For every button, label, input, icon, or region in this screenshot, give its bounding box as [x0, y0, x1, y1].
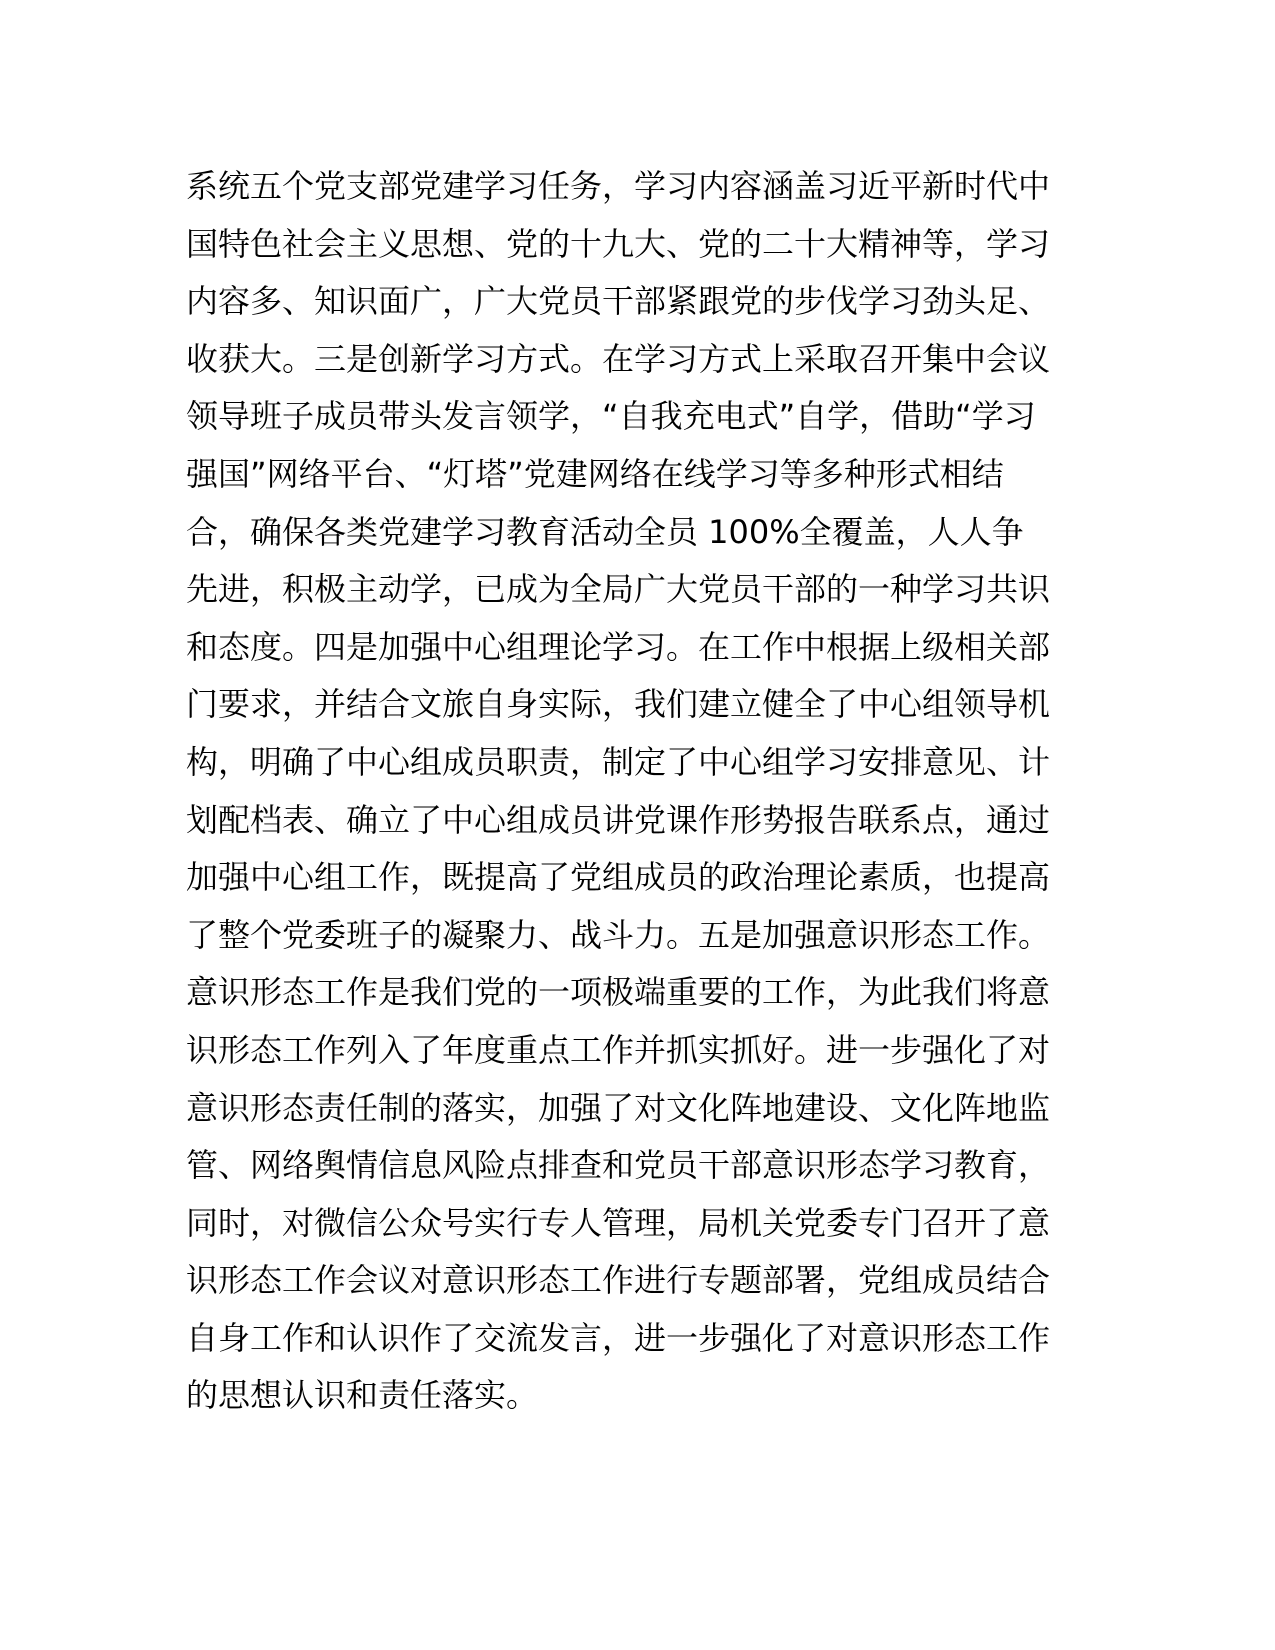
text-line: 意识形态责任制的落实，加强了对文化阵地建设、文化阵地监 [186, 1088, 1051, 1127]
text-line: 意识形态工作是我们党的一项极端重要的工作，为此我们将意 [186, 973, 1051, 1012]
text-line: 系统五个党支部党建学习任务，学习内容涵盖习近平新时代中 [186, 167, 1051, 205]
text-line: 构，明确了中心组成员职责，制定了中心组学习安排意见、计 [186, 742, 1051, 781]
text-line: 自身工作和认识作了交流发言，进一步强化了对意识形态工作 [186, 1318, 1051, 1357]
text-line: 内容多、知识面广，广大党员干部紧跟党的步伐学习劲头足、 [186, 282, 1051, 321]
text-line: 门要求，并结合文旅自身实际，我们建立健全了中心组领导机 [186, 685, 1051, 724]
text-line: 和态度。四是加强中心组理论学习。在工作中根据上级相关部 [186, 627, 1051, 666]
text-line: 强国”网络平台、“灯塔”党建网络在线学习等多种形式相结 [186, 454, 1004, 493]
text-line: 同时，对微信公众号实行专人管理，局机关党委专门召开了意 [186, 1203, 1051, 1242]
text-line: 先进，积极主动学，已成为全局广大党员干部的一种学习共识 [186, 570, 1051, 609]
text-line: 的思想认识和责任落实。 [186, 1376, 539, 1415]
text-line: 了整个党委班子的凝聚力、战斗力。五是加强意识形态工作。 [186, 915, 1051, 954]
text-line: 国特色社会主义思想、党的十九大、党的二十大精神等，学习 [186, 224, 1051, 263]
text-line: 加强中心组工作，既提高了党组成员的政治理论素质，也提高 [186, 858, 1051, 897]
text-line: 识形态工作列入了年度重点工作并抓实抓好。进一步强化了对 [186, 1030, 1051, 1069]
text-line: 收获大。三是创新学习方式。在学习方式上采取召开集中会议 [186, 339, 1051, 378]
body-paragraph [186, 158, 1096, 1425]
text-line: 管、网络舆情信息风险点排查和党员干部意识形态学习教育， [186, 1146, 1051, 1185]
text-line: 识形态工作会议对意识形态工作进行专题部署，党组成员结合 [186, 1261, 1051, 1300]
text-line: 合，确保各类党建学习教育活动全员 100%全覆盖，人人争 [186, 512, 1024, 551]
text-line: 领导班子成员带头发言领学，“自我充电式”自学，借助“学习 [186, 397, 1036, 436]
text-line: 划配档表、确立了中心组成员讲党课作形势报告联系点，通过 [186, 800, 1051, 839]
